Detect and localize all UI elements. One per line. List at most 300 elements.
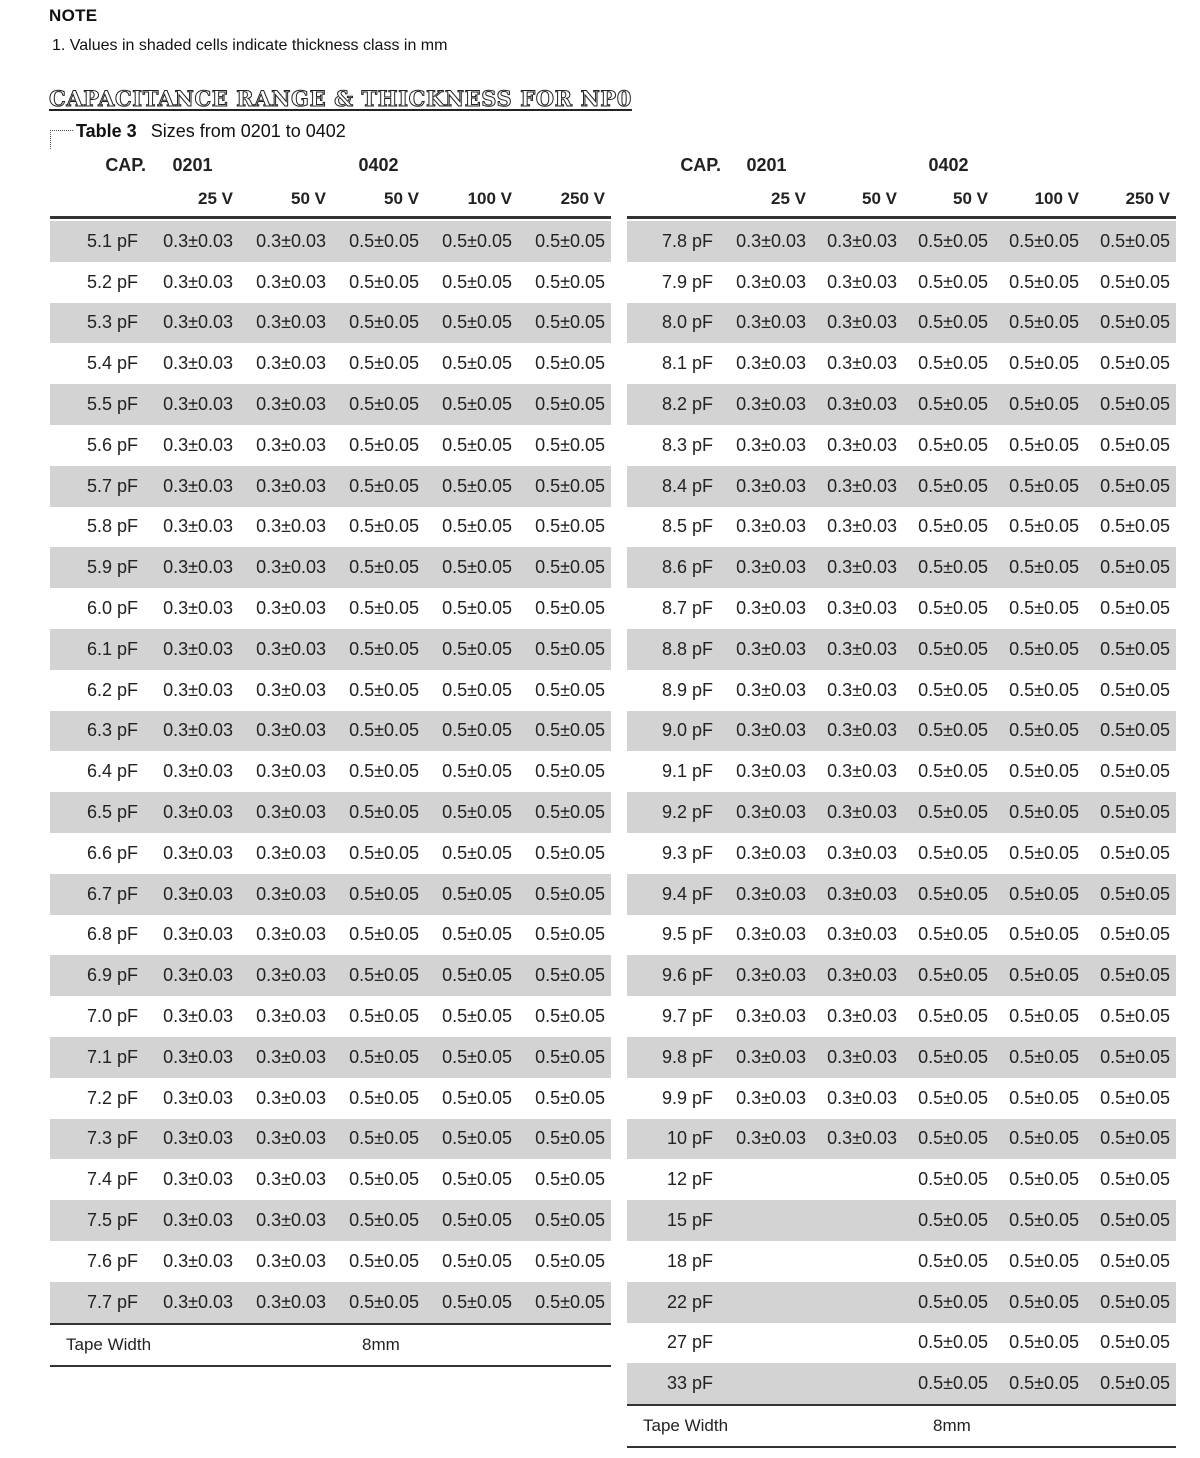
capacitance-cell: 8.4 pF xyxy=(627,466,721,507)
voltage-header: 50 V xyxy=(862,189,897,208)
thickness-cell: 0.3±0.03 xyxy=(721,874,812,915)
thickness-cell: 0.3±0.03 xyxy=(163,1006,233,1027)
capacitance-cell: 33 pF xyxy=(627,1363,721,1405)
thickness-cell: 0.3±0.03 xyxy=(827,679,897,700)
thickness-cell: 0.5±0.05 xyxy=(903,1037,994,1078)
thickness-cell: 0.5±0.05 xyxy=(332,1282,425,1324)
thickness-cell: 0.5±0.05 xyxy=(349,1169,419,1190)
thickness-cell: 0.3±0.03 xyxy=(239,221,332,262)
thickness-cell: 0.5±0.05 xyxy=(349,924,419,945)
capacitance-cell: 22 pF xyxy=(627,1282,721,1323)
thickness-cell: 0.5±0.05 xyxy=(1100,1087,1170,1108)
thickness-cell: 0.3±0.03 xyxy=(146,874,239,915)
thickness-cell: 0.5±0.05 xyxy=(535,1087,605,1108)
table-row xyxy=(627,1200,1176,1241)
capacitance-cell: 9.9 pF xyxy=(661,1087,713,1108)
table-row xyxy=(50,384,611,425)
thickness-cell: 0.3±0.03 xyxy=(736,1087,806,1108)
thickness-cell xyxy=(721,1200,812,1241)
thickness-cell: 0.5±0.05 xyxy=(535,516,605,537)
thickness-cell: 0.5±0.05 xyxy=(903,303,994,344)
thickness-cell: 0.3±0.03 xyxy=(736,679,806,700)
thickness-cell: 0.5±0.05 xyxy=(1100,1006,1170,1027)
thickness-cell: 0.5±0.05 xyxy=(994,1282,1085,1323)
thickness-cell: 0.3±0.03 xyxy=(812,629,903,670)
thickness-cell: 0.5±0.05 xyxy=(1085,1200,1176,1241)
table-row xyxy=(627,751,1176,792)
capacitance-cell: 8.8 pF xyxy=(627,629,721,670)
thickness-cell: 0.3±0.03 xyxy=(146,303,239,344)
thickness-cell: 0.3±0.03 xyxy=(146,1200,239,1241)
thickness-cell: 0.3±0.03 xyxy=(239,955,332,996)
voltage-header: 50 V xyxy=(384,189,419,208)
voltage-header: 250 V xyxy=(560,189,605,208)
thickness-cell: 0.5±0.05 xyxy=(535,353,605,374)
table-row xyxy=(50,425,611,466)
thickness-cell: 0.5±0.05 xyxy=(918,598,988,619)
thickness-cell: 0.5±0.05 xyxy=(518,874,611,915)
thickness-cell: 0.3±0.03 xyxy=(721,711,812,752)
table-row xyxy=(50,955,611,996)
capacitance-cell: 7.9 pF xyxy=(661,271,713,292)
voltage-header: 25 V xyxy=(771,189,806,208)
thickness-cell: 0.3±0.03 xyxy=(736,1006,806,1027)
thickness-cell: 0.5±0.05 xyxy=(442,516,512,537)
thickness-cell: 0.3±0.03 xyxy=(163,924,233,945)
capacitance-cell: 7.2 pF xyxy=(86,1087,138,1108)
table-row xyxy=(627,996,1176,1037)
thickness-cell: 0.5±0.05 xyxy=(425,792,518,833)
table-row xyxy=(627,629,1176,670)
thickness-cell: 0.5±0.05 xyxy=(1100,516,1170,537)
table-row xyxy=(50,466,611,507)
thickness-cell: 0.5±0.05 xyxy=(535,1250,605,1271)
table-row xyxy=(627,1282,1176,1323)
capacitance-cell: 12 pF xyxy=(666,1169,713,1190)
thickness-cell: 0.5±0.05 xyxy=(518,955,611,996)
thickness-cell: 0.5±0.05 xyxy=(1009,516,1079,537)
thickness-cell: 0.5±0.05 xyxy=(918,842,988,863)
caption-prefix: Table 3 xyxy=(76,121,137,141)
capacitance-cell: 8.1 pF xyxy=(661,353,713,374)
thickness-cell xyxy=(721,1159,812,1200)
capacitance-cell: 6.1 pF xyxy=(50,629,146,670)
thickness-cell: 0.3±0.03 xyxy=(721,955,812,996)
capacitance-cell: 9.5 pF xyxy=(661,924,713,945)
capacitance-cell: 8.0 pF xyxy=(627,303,721,344)
thickness-cell: 0.5±0.05 xyxy=(425,221,518,262)
thickness-cell: 0.5±0.05 xyxy=(518,466,611,507)
thickness-cell xyxy=(721,1363,812,1405)
thickness-cell: 0.3±0.03 xyxy=(239,384,332,425)
voltage-header: 100 V xyxy=(467,189,512,208)
thickness-cell: 0.5±0.05 xyxy=(425,384,518,425)
thickness-cell: 0.5±0.05 xyxy=(332,874,425,915)
size-0402-header: 0402 xyxy=(358,154,399,175)
thickness-cell: 0.5±0.05 xyxy=(918,679,988,700)
thickness-cell: 0.5±0.05 xyxy=(918,1250,988,1271)
thickness-cell: 0.5±0.05 xyxy=(425,303,518,344)
voltage-header: 50 V xyxy=(953,189,988,208)
voltage-header: 100 V xyxy=(1034,189,1079,208)
thickness-cell: 0.5±0.05 xyxy=(349,598,419,619)
thickness-cell: 0.5±0.05 xyxy=(1100,1169,1170,1190)
thickness-cell: 0.5±0.05 xyxy=(1009,1332,1079,1353)
thickness-cell: 0.3±0.03 xyxy=(736,271,806,292)
capacitance-cell: 5.8 pF xyxy=(86,516,138,537)
table-row xyxy=(627,833,1176,874)
caption-text: Sizes from 0201 to 0402 xyxy=(150,121,346,141)
thickness-cell: 0.3±0.03 xyxy=(736,516,806,537)
thickness-cell: 0.3±0.03 xyxy=(163,761,233,782)
thickness-cell: 0.5±0.05 xyxy=(1009,842,1079,863)
capacitance-cell: 8.3 pF xyxy=(661,434,713,455)
capacitance-cell: 15 pF xyxy=(627,1200,721,1241)
thickness-cell: 0.5±0.05 xyxy=(1100,434,1170,455)
capacitance-cell: 5.5 pF xyxy=(50,384,146,425)
table-row xyxy=(50,670,611,711)
table-row xyxy=(50,1078,611,1119)
thickness-cell: 0.5±0.05 xyxy=(535,598,605,619)
thickness-cell: 0.5±0.05 xyxy=(918,1087,988,1108)
thickness-cell: 0.5±0.05 xyxy=(903,955,994,996)
table-row xyxy=(50,915,611,956)
thickness-cell: 0.5±0.05 xyxy=(1009,1087,1079,1108)
thickness-cell: 0.3±0.03 xyxy=(812,221,903,262)
table-row xyxy=(627,303,1176,344)
capacitance-cell: 6.5 pF xyxy=(50,792,146,833)
table-row xyxy=(627,1363,1176,1405)
tape-width-row xyxy=(50,1324,611,1366)
thickness-cell: 0.5±0.05 xyxy=(903,547,994,588)
capacitance-cell: 6.2 pF xyxy=(86,679,138,700)
thickness-cell: 0.5±0.05 xyxy=(1009,1006,1079,1027)
thickness-cell: 0.5±0.05 xyxy=(518,1282,611,1324)
thickness-cell: 0.3±0.03 xyxy=(736,761,806,782)
thickness-cell: 0.3±0.03 xyxy=(146,1282,239,1324)
thickness-cell: 0.5±0.05 xyxy=(349,679,419,700)
thickness-cell: 0.3±0.03 xyxy=(163,1087,233,1108)
thickness-cell: 0.5±0.05 xyxy=(1009,679,1079,700)
table-row xyxy=(627,588,1176,629)
thickness-cell: 0.5±0.05 xyxy=(1100,1250,1170,1271)
capacitance-cell: 18 pF xyxy=(666,1250,713,1271)
thickness-cell: 0.5±0.05 xyxy=(1100,761,1170,782)
thickness-cell xyxy=(721,1241,812,1282)
size-0402-header: 0402 xyxy=(928,154,969,175)
capacitance-cell: 10 pF xyxy=(627,1119,721,1160)
capacitance-table-right xyxy=(627,148,1176,1448)
thickness-cell: 0.5±0.05 xyxy=(535,761,605,782)
thickness-cell: 0.5±0.05 xyxy=(994,466,1085,507)
table-row xyxy=(50,1159,611,1200)
thickness-cell: 0.3±0.03 xyxy=(146,384,239,425)
table-row xyxy=(50,792,611,833)
thickness-cell: 0.3±0.03 xyxy=(256,1087,326,1108)
thickness-cell: 0.3±0.03 xyxy=(812,874,903,915)
table-row xyxy=(50,1119,611,1160)
thickness-cell: 0.3±0.03 xyxy=(239,629,332,670)
thickness-cell: 0.3±0.03 xyxy=(163,434,233,455)
table-row xyxy=(627,1323,1176,1364)
thickness-cell: 0.5±0.05 xyxy=(994,1119,1085,1160)
thickness-cell: 0.3±0.03 xyxy=(239,1037,332,1078)
thickness-cell: 0.5±0.05 xyxy=(994,1363,1085,1405)
thickness-cell: 0.5±0.05 xyxy=(518,384,611,425)
thickness-cell: 0.3±0.03 xyxy=(827,434,897,455)
thickness-cell: 0.3±0.03 xyxy=(736,353,806,374)
voltage-header: 25 V xyxy=(198,189,233,208)
thickness-cell: 0.5±0.05 xyxy=(442,1006,512,1027)
thickness-cell: 0.5±0.05 xyxy=(349,271,419,292)
thickness-cell: 0.3±0.03 xyxy=(827,1087,897,1108)
capacitance-cell: 6.6 pF xyxy=(86,842,138,863)
thickness-cell: 0.3±0.03 xyxy=(256,434,326,455)
thickness-cell: 0.5±0.05 xyxy=(903,221,994,262)
table-row xyxy=(627,711,1176,752)
capacitance-cell: 9.8 pF xyxy=(627,1037,721,1078)
capacitance-cell: 9.7 pF xyxy=(661,1006,713,1027)
thickness-cell: 0.5±0.05 xyxy=(1085,221,1176,262)
capacitance-cell: 7.4 pF xyxy=(86,1169,138,1190)
capacitance-cell: 5.3 pF xyxy=(50,303,146,344)
thickness-cell: 0.3±0.03 xyxy=(146,221,239,262)
capacitance-cell: 6.3 pF xyxy=(50,711,146,752)
thickness-cell xyxy=(721,1323,812,1364)
capacitance-cell: 5.2 pF xyxy=(86,271,138,292)
thickness-cell: 0.3±0.03 xyxy=(827,516,897,537)
thickness-cell: 0.5±0.05 xyxy=(349,761,419,782)
thickness-cell: 0.5±0.05 xyxy=(1100,679,1170,700)
thickness-cell: 0.3±0.03 xyxy=(239,303,332,344)
table-caption xyxy=(50,121,346,142)
thickness-cell: 0.3±0.03 xyxy=(827,924,897,945)
thickness-cell: 0.5±0.05 xyxy=(994,955,1085,996)
capacitance-cell: 6.7 pF xyxy=(50,874,146,915)
thickness-cell: 0.3±0.03 xyxy=(256,516,326,537)
thickness-cell: 0.5±0.05 xyxy=(425,629,518,670)
thickness-cell: 0.5±0.05 xyxy=(1085,792,1176,833)
thickness-cell: 0.3±0.03 xyxy=(827,598,897,619)
thickness-cell xyxy=(812,1282,903,1323)
table-row xyxy=(50,833,611,874)
capacitance-table-left xyxy=(50,148,611,1367)
thickness-cell: 0.3±0.03 xyxy=(256,1169,326,1190)
thickness-cell: 0.3±0.03 xyxy=(827,353,897,374)
thickness-cell: 0.5±0.05 xyxy=(994,792,1085,833)
thickness-cell: 0.3±0.03 xyxy=(239,1119,332,1160)
thickness-cell: 0.5±0.05 xyxy=(994,547,1085,588)
thickness-cell: 0.5±0.05 xyxy=(1009,598,1079,619)
table-row xyxy=(627,466,1176,507)
capacitance-cell: 8.5 pF xyxy=(661,516,713,537)
thickness-cell: 0.3±0.03 xyxy=(163,1169,233,1190)
tape-width-value: 8mm xyxy=(332,1324,611,1366)
thickness-cell: 0.5±0.05 xyxy=(518,1037,611,1078)
table-row xyxy=(50,1282,611,1324)
thickness-cell: 0.5±0.05 xyxy=(1085,629,1176,670)
capacitance-cell: 5.1 pF xyxy=(50,221,146,262)
thickness-cell: 0.5±0.05 xyxy=(903,711,994,752)
thickness-cell: 0.5±0.05 xyxy=(518,1200,611,1241)
thickness-cell: 0.3±0.03 xyxy=(721,466,812,507)
table-row xyxy=(50,751,611,792)
thickness-cell: 0.5±0.05 xyxy=(442,842,512,863)
thickness-cell: 0.5±0.05 xyxy=(442,679,512,700)
thickness-cell: 0.3±0.03 xyxy=(721,1119,812,1160)
thickness-cell: 0.5±0.05 xyxy=(903,466,994,507)
thickness-cell: 0.5±0.05 xyxy=(1100,842,1170,863)
thickness-cell: 0.5±0.05 xyxy=(1009,434,1079,455)
thickness-cell: 0.5±0.05 xyxy=(1009,761,1079,782)
thickness-cell: 0.5±0.05 xyxy=(994,711,1085,752)
thickness-cell: 0.5±0.05 xyxy=(425,1119,518,1160)
thickness-cell: 0.5±0.05 xyxy=(918,271,988,292)
thickness-cell: 0.5±0.05 xyxy=(442,353,512,374)
capacitance-cell: 8.7 pF xyxy=(661,598,713,619)
thickness-cell: 0.5±0.05 xyxy=(918,761,988,782)
thickness-cell: 0.5±0.05 xyxy=(1009,1169,1079,1190)
capacitance-cell: 9.3 pF xyxy=(661,842,713,863)
thickness-cell xyxy=(812,1323,903,1364)
capacitance-cell: 9.1 pF xyxy=(661,761,713,782)
thickness-cell: 0.5±0.05 xyxy=(332,792,425,833)
thickness-cell: 0.5±0.05 xyxy=(332,303,425,344)
thickness-cell: 0.3±0.03 xyxy=(812,792,903,833)
capacitance-cell: 6.0 pF xyxy=(86,598,138,619)
thickness-cell: 0.3±0.03 xyxy=(256,1006,326,1027)
table-row xyxy=(627,915,1176,956)
capacitance-cell: 9.4 pF xyxy=(627,874,721,915)
capacitance-cell: 5.9 pF xyxy=(50,547,146,588)
thickness-cell: 0.5±0.05 xyxy=(1009,1250,1079,1271)
thickness-cell: 0.3±0.03 xyxy=(163,1250,233,1271)
thickness-cell: 0.3±0.03 xyxy=(812,466,903,507)
table-row xyxy=(50,996,611,1037)
capacitance-cell: 8.2 pF xyxy=(627,384,721,425)
table-row xyxy=(627,343,1176,384)
thickness-cell: 0.3±0.03 xyxy=(239,874,332,915)
table-row xyxy=(50,221,611,262)
thickness-cell: 0.5±0.05 xyxy=(1085,711,1176,752)
capacitance-cell: 7.3 pF xyxy=(50,1119,146,1160)
thickness-cell: 0.5±0.05 xyxy=(1085,1363,1176,1405)
size-0201-header: 0201 xyxy=(746,154,787,175)
thickness-cell: 0.5±0.05 xyxy=(903,874,994,915)
thickness-cell: 0.5±0.05 xyxy=(1085,303,1176,344)
thickness-cell: 0.5±0.05 xyxy=(903,629,994,670)
table-row xyxy=(50,507,611,548)
thickness-cell: 0.3±0.03 xyxy=(256,598,326,619)
table-row xyxy=(50,1241,611,1282)
thickness-cell: 0.5±0.05 xyxy=(1085,384,1176,425)
thickness-cell: 0.5±0.05 xyxy=(1009,353,1079,374)
note-title: NOTE xyxy=(49,6,98,25)
thickness-cell: 0.5±0.05 xyxy=(349,434,419,455)
table-row xyxy=(627,384,1176,425)
capacitance-cell: 5.4 pF xyxy=(86,353,138,374)
thickness-cell: 0.3±0.03 xyxy=(736,842,806,863)
thickness-cell xyxy=(812,1241,903,1282)
capacitance-cell: 6.8 pF xyxy=(86,924,138,945)
table-row xyxy=(627,262,1176,303)
thickness-cell: 0.5±0.05 xyxy=(349,516,419,537)
table-row xyxy=(627,547,1176,588)
capacitance-cell: 5.6 pF xyxy=(86,434,138,455)
thickness-cell: 0.5±0.05 xyxy=(442,598,512,619)
thickness-cell: 0.5±0.05 xyxy=(332,547,425,588)
capacitance-cell: 9.2 pF xyxy=(627,792,721,833)
capacitance-cell: 9.0 pF xyxy=(627,711,721,752)
thickness-cell: 0.5±0.05 xyxy=(332,466,425,507)
thickness-cell: 0.5±0.05 xyxy=(425,547,518,588)
thickness-cell: 0.5±0.05 xyxy=(903,1119,994,1160)
thickness-cell: 0.3±0.03 xyxy=(721,547,812,588)
thickness-cell: 0.5±0.05 xyxy=(903,1200,994,1241)
thickness-cell: 0.5±0.05 xyxy=(1085,1282,1176,1323)
table-row xyxy=(627,221,1176,262)
thickness-cell: 0.3±0.03 xyxy=(146,466,239,507)
size-0201-header: 0201 xyxy=(172,154,213,175)
thickness-cell: 0.3±0.03 xyxy=(721,221,812,262)
thickness-cell: 0.3±0.03 xyxy=(146,1119,239,1160)
thickness-cell: 0.3±0.03 xyxy=(736,598,806,619)
thickness-cell: 0.5±0.05 xyxy=(425,466,518,507)
voltage-header: 50 V xyxy=(291,189,326,208)
thickness-cell: 0.5±0.05 xyxy=(425,1200,518,1241)
thickness-cell xyxy=(812,1363,903,1405)
table-row xyxy=(627,425,1176,466)
thickness-cell: 0.3±0.03 xyxy=(256,353,326,374)
table-row xyxy=(627,1241,1176,1282)
thickness-cell: 0.5±0.05 xyxy=(442,1087,512,1108)
voltage-header: 250 V xyxy=(1125,189,1170,208)
thickness-cell: 0.3±0.03 xyxy=(163,842,233,863)
thickness-cell: 0.5±0.05 xyxy=(349,1250,419,1271)
thickness-cell: 0.3±0.03 xyxy=(239,466,332,507)
capacitance-cell: 7.7 pF xyxy=(50,1282,146,1324)
thickness-cell: 0.5±0.05 xyxy=(1085,1037,1176,1078)
thickness-cell: 0.5±0.05 xyxy=(1085,1119,1176,1160)
thickness-cell: 0.3±0.03 xyxy=(163,271,233,292)
thickness-cell: 0.5±0.05 xyxy=(1100,353,1170,374)
table-row xyxy=(50,343,611,384)
thickness-cell: 0.5±0.05 xyxy=(1009,924,1079,945)
thickness-cell: 0.5±0.05 xyxy=(518,1119,611,1160)
capacitance-cell: 6.4 pF xyxy=(86,761,138,782)
thickness-cell: 0.5±0.05 xyxy=(332,1119,425,1160)
thickness-cell: 0.5±0.05 xyxy=(535,842,605,863)
capacitance-cell: 5.7 pF xyxy=(50,466,146,507)
thickness-cell: 0.5±0.05 xyxy=(425,874,518,915)
table-row xyxy=(627,1078,1176,1119)
thickness-cell: 0.3±0.03 xyxy=(146,547,239,588)
thickness-cell: 0.3±0.03 xyxy=(146,1037,239,1078)
table-row xyxy=(627,1037,1176,1078)
thickness-cell: 0.5±0.05 xyxy=(1100,598,1170,619)
table-row xyxy=(627,670,1176,711)
thickness-cell xyxy=(812,1200,903,1241)
tape-width-row xyxy=(627,1405,1176,1447)
thickness-cell: 0.3±0.03 xyxy=(812,1119,903,1160)
thickness-cell: 0.3±0.03 xyxy=(812,1037,903,1078)
capacitance-cell: 7.1 pF xyxy=(50,1037,146,1078)
capacitance-cell: 8.6 pF xyxy=(627,547,721,588)
table-row xyxy=(627,1159,1176,1200)
table-row xyxy=(50,711,611,752)
thickness-cell: 0.5±0.05 xyxy=(518,792,611,833)
thickness-cell: 0.3±0.03 xyxy=(239,547,332,588)
